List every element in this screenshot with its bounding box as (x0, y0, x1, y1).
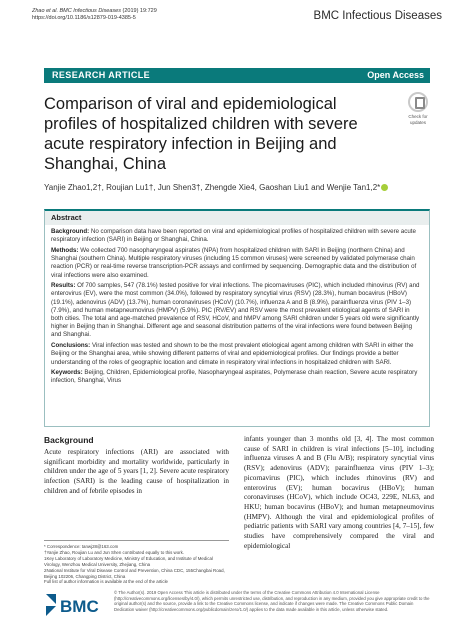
abstract-box (44, 209, 430, 427)
check-for-updates-badge[interactable] (404, 92, 432, 125)
right-column (244, 435, 434, 551)
left-column (44, 435, 229, 497)
article-title: Comparison of viral and epidemiological profiles of hospitalized children with severe acute respiratory infection in Beijing and Shanghai, China (44, 95, 358, 173)
open-access-label: Open Access (367, 70, 424, 80)
badge-line1: Check for (408, 114, 428, 119)
license-text: © The Author(s). 2019 Open Access This article is distributed under the terms of the Creative Commons Attribution 4.0 International License (http://creativecommons.org/licenses/by/4.0/), which permits unrestricted use, distribution, and reproduction in any medium, provided you give appropriate credit to the original author(s) and the source, provide a link to the Creative Commons license, and indicate if changes were made. The Creative Commons Public Domain Dedication waiver (http://creativecommons.org/publicdomain/zero/1.0/) applies to the data made available in this article, unless otherwise stated. (114, 590, 430, 612)
authors-text: Yanjie Zhao1,2†, Roujian Lu1†, Jun Shen3†, Zhengde Xie4, Gaoshan Liu1 and Wenjie Tan1,2* (44, 183, 381, 192)
keywords-label: Keywords: (51, 369, 83, 377)
methods-text: We collected 700 nasopharyngeal aspirates (NPA) from hospitalized children with SARI in Beijing (northern China) and Shanghai (southern China). Multiple respiratory viruses (including 15 common viruses) were screened by validated polymerase chain reaction (PCR) or real-time reverse transcription-PCR assays and confirmed by sequencing. Demographic data and the distribution of viral infections were also examined. (51, 246, 417, 279)
abstract-heading: Abstract (45, 211, 429, 225)
methods-label: Methods: (51, 246, 79, 254)
affiliation-2: 2National Institute for Viral Disease Control and Prevention, China CDC, 155Changbai Road, Beijing 102206, Changping District, China (44, 567, 225, 579)
correspondence-note: * Correspondence: tanwj28@163.com (44, 544, 119, 549)
abstract-body (51, 228, 423, 388)
results-label: Results: (51, 282, 76, 290)
badge-line2: updates (409, 119, 426, 125)
bookmark-icon (408, 92, 428, 112)
background-label: Background: (51, 228, 90, 235)
equal-contribution-note: †Yanjie Zhao, Roujian Lu and Jun Shen contributed equally to this work. (44, 549, 185, 555)
author-info-note: Full list of author information is available at the end of the article (44, 579, 168, 585)
background-heading: Background (44, 435, 94, 445)
abstract-conclusions (51, 342, 423, 367)
article-type-banner (44, 68, 430, 83)
bmc-logo (44, 590, 108, 620)
conclusions-text: Viral infection was tested and shown to be the most prevalent etiological agent among children with SARI in either the Beijing or the Shanghai area, while showing different patterns of viral and epidemiological profiles. Our findings provide a better understanding of the roles of geographic location and climate in respiratory viral infections in hospitalized children with SARI. (51, 342, 414, 366)
author-list (44, 183, 434, 192)
background-paragraph-left: Acute respiratory infections (ARI) are associated with significant morbidity and mortality worldwide, particularly in children under the age of 5 years [1, 2]. Severe acute respiratory infection (SARI) is the leading cause of hospitalization in children and of febrile episodes in (44, 448, 229, 495)
journal-name: BMC Infectious Diseases (313, 10, 442, 22)
keywords-text: Beijing, Children, Epidemiological profile, Nasopharyngeal aspirates, Polymerase chain reaction, Severe acute respiratory infection, Shanghai, Virus (51, 369, 418, 385)
footnotes (44, 540, 229, 585)
citation-journal: Zhao et al. BMC Infectious Diseases (32, 8, 121, 14)
abstract-methods (51, 247, 423, 280)
bmc-logo-mark-top (46, 594, 56, 604)
affiliation-1: 1Key Laboratory of Laboratory Medicine, Ministry of Education, and Institute of Medical Virology, Wenzhou Medical University, Zhejiang, China (44, 555, 213, 567)
bmc-logo-text: BMC (60, 597, 99, 616)
orcid-icon[interactable] (381, 184, 388, 191)
results-text: Of 700 samples, 547 (78.1%) tested positive for viral infections. The picornaviruses (PIC), which included rhinovirus (RV) and enterovirus (EV), were the most common (34.0%), followed by respiratory syncytial virus (RSV) (28.3%), human bocavirus (HBoV) (19.1%), adenovirus (ADV) (13.7%), human coronaviruses (HCoV) (10.7%), influenza A and B (8.9%), parainfluenza virus (PIV 1–3) (7.9%), and human metapneumovirus (HMPV) (5.9%). PIC (RV/EV) and RSV were the most prevalent etiological agents of SARI in both cities. The total and age-matched prevalence of RSV, HCoV, and hMPV among SARI children under 5 years old were significantly higher in Beijing than in Shanghai. Different age and seasonal distribution patterns of the viral infections were found between Beijing and Shanghai. (51, 282, 420, 339)
doi-link[interactable]: https://doi.org/10.1186/s12879-019-4385-5 (32, 15, 136, 21)
citation-header (32, 8, 157, 22)
abstract-results (51, 282, 423, 339)
article-type: RESEARCH ARTICLE (52, 70, 151, 80)
bmc-logo-mark-bottom (46, 606, 56, 616)
citation-year: (2019) 19:729 (122, 8, 157, 14)
abstract-keywords (51, 369, 423, 385)
background-text: No comparison data have been reported on viral and epidemiological profiles of hospitalized children with severe acute respiratory infection (SARI) in Beijing or Shanghai, China. (51, 228, 416, 244)
background-paragraph-right: infants younger than 3 months old [3, 4]. The most common cause of SARI in children is viral infections [5–10], including influenza viruses A and B (Flu A/B); respiratory syncytial virus (RSV); adenovirus (ADV); parainfluenza virus (PIV 1–3); picornavirus (PIC), which includes rhinovirus (RV) and enterovirus (EV); human bocavirus (HBoV); human coronaviruses (HCoV), which include OC43, 229E, NL63, and HKU; human bocavirus (HBoV); and human metapneumovirus (HMPV). Although the viral and epidemiological profiles of pediatric patients with SARI vary among countries [4, 7–15], few studies have comprehensively compared the viral and epidemiological (244, 435, 434, 550)
abstract-background (51, 228, 423, 244)
conclusions-label: Conclusions: (51, 342, 91, 350)
